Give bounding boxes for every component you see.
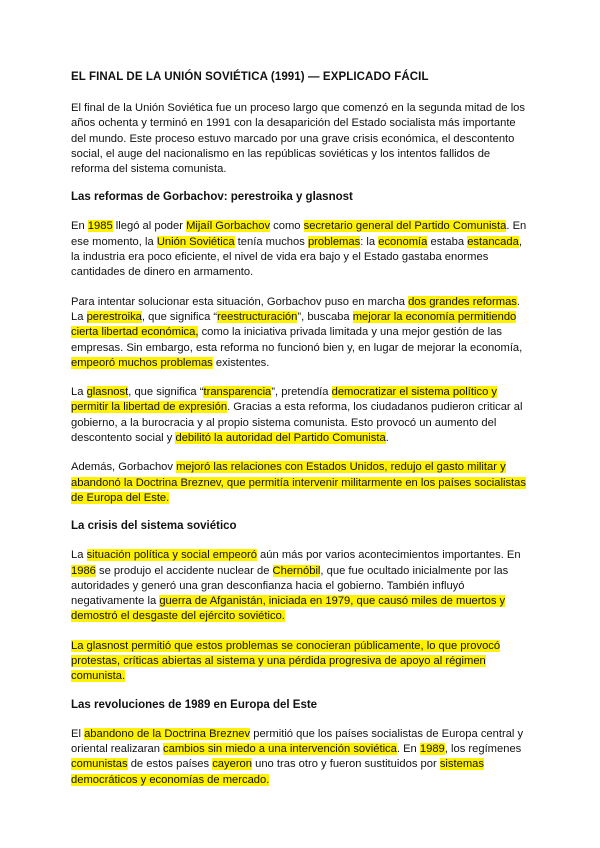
highlighted-text: secretario general del Partido Comunista: [303, 220, 507, 233]
document-title: EL FINAL DE LA UNIÓN SOVIÉTICA (1991) — EXPLICADO FÁCIL: [71, 71, 429, 83]
highlighted-text: economía: [378, 235, 428, 248]
highlighted-text: transparencia: [203, 386, 272, 399]
text-run: El: [71, 727, 85, 740]
highlighted-text: 1989: [419, 742, 445, 755]
text-run: . Gracias a esta reforma, los ciudadanos pudieron criticar al gobierno, a la burocracia y al propio sistema comunista. Esto provocó un aumento del descontento social y: [71, 401, 523, 445]
highlighted-text: Chernóbil: [272, 564, 321, 577]
highlighted-text: mejoró las relaciones con Estados Unidos, redujo el gasto militar y abandonó la Doctrina Breznev, que permitía intervenir militarmente en los países socialistas de Europa del Este.: [71, 461, 526, 504]
text-run: se produjo el accidente nuclear de: [95, 564, 273, 577]
highlighted-text: debilitó la autoridad del Partido Comunista: [175, 432, 386, 445]
text-run: El final de la Unión Soviética fue un proceso largo que comenzó en la segunda mitad de los años ochenta y terminó en 1991 con la desaparición del Estado socialista más importante del mundo. Este proceso estuvo marcado por una grave crisis económica, el descontento social, el auge del nacionalismo en las repúblicas soviéticas y los intentos fallidos de reforma del sistema comunista.: [71, 102, 526, 176]
text-run: . En: [396, 742, 420, 755]
highlighted-text: mejorar la economía permitiendo cierta libertad económica,: [71, 310, 517, 339]
highlighted-text: 1985: [87, 220, 113, 233]
text-run: La: [71, 386, 87, 399]
text-run: como la iniciativa privada limitada y una mejor gestión de las empresas. Sin embargo, esta reforma no funcionó bien y, en lugar de mejorar la economía,: [71, 326, 523, 354]
text-run: .: [385, 432, 389, 445]
highlighted-text: empeoró muchos problemas: [71, 356, 213, 369]
text-run: En: [71, 220, 88, 233]
text-run: . La: [71, 295, 520, 323]
highlighted-text: cambios sin miedo a una intervención soviética: [163, 742, 397, 755]
text-run: , la industria era poco eficiente, el nivel de vida era bajo y el Estado gastaba enormes cantidades de dinero en armamento.: [71, 235, 522, 279]
highlighted-text: abandono de la Doctrina Breznev: [84, 727, 251, 740]
text-run: , que significa “: [128, 386, 204, 399]
highlighted-text: sistemas democráticos y economías de mercado.: [71, 758, 484, 786]
highlighted-text: cayeron: [212, 758, 252, 771]
text-run: aún más por varios acontecimientos importantes. En: [256, 549, 521, 562]
text-run: llegó al poder: [112, 220, 187, 233]
paragraph-perestroika: [71, 295, 530, 371]
highlighted-text: glasnost: [86, 386, 129, 399]
highlighted-text: democratizar el sistema político y permitir la libertad de expresión: [71, 386, 497, 414]
heading-revoluciones-1989: Las revoluciones de 1989 en Europa del Este: [71, 698, 318, 711]
paragraph-glasnost-protestas: [71, 639, 530, 685]
paragraph-glasnost: [71, 385, 530, 446]
text-run: . En ese momento, la: [71, 220, 527, 248]
heading-crisis: La crisis del sistema soviético: [71, 520, 237, 533]
paragraph-revoluciones: [71, 727, 530, 788]
text-run: ”, buscaba: [297, 310, 353, 323]
highlighted-text: situación política y social empeoró: [86, 549, 257, 562]
text-run: estaba: [427, 235, 468, 248]
heading-reformas: Las reformas de Gorbachov: perestroika y glasnost: [71, 191, 353, 204]
paragraph-gorbachov-1985: [71, 219, 530, 280]
highlighted-text: Mijaíl Gorbachov: [186, 220, 271, 233]
text-run: de estos países: [127, 758, 213, 771]
text-run: como: [270, 220, 304, 233]
highlighted-text: Unión Soviética: [156, 235, 235, 248]
highlighted-text: problemas: [307, 235, 361, 248]
highlighted-text: comunistas: [71, 758, 128, 771]
text-run: , que fue ocultado inicialmente por las autoridades y generó una gran desconfianza hacia el gobierno. También influyó negativamente la: [71, 564, 509, 608]
intro-paragraph: [71, 101, 530, 177]
highlighted-text: reestructuración: [217, 310, 298, 323]
paragraph-crisis-1986: [71, 548, 530, 624]
highlighted-text: guerra de Afganistán, iniciada en 1979, que causó miles de muertos y demostró el desgaste del ejército soviético.: [71, 595, 506, 623]
text-run: Para intentar solucionar esta situación, Gorbachov puso en marcha: [71, 295, 409, 308]
highlighted-text: La glasnost permitió que estos problemas se conocieran públicamente, lo que provocó protestas, críticas abiertas al sistema y una pérdida progresiva de apoyo al régimen comunista.: [71, 639, 501, 683]
text-run: , que significa “: [141, 310, 218, 323]
text-run: ”, pretendía: [271, 386, 332, 399]
paragraph-doctrina-breznev: [71, 460, 530, 506]
text-run: permitió que los países socialistas de Europa central y oriental realizaran: [71, 727, 524, 755]
text-run: , los regímenes: [444, 742, 522, 755]
text-run: : la: [360, 235, 379, 248]
highlighted-text: 1986: [71, 564, 96, 577]
text-run: La: [71, 549, 87, 562]
highlighted-text: estancada: [467, 235, 519, 248]
text-run: Además, Gorbachov: [71, 461, 177, 474]
text-run: uno tras otro y fueron sustituidos por: [252, 758, 440, 771]
highlighted-text: perestroika: [86, 310, 142, 323]
text-run: tenía muchos: [234, 235, 308, 248]
text-run: existentes.: [212, 356, 270, 369]
highlighted-text: dos grandes reformas: [408, 295, 517, 308]
